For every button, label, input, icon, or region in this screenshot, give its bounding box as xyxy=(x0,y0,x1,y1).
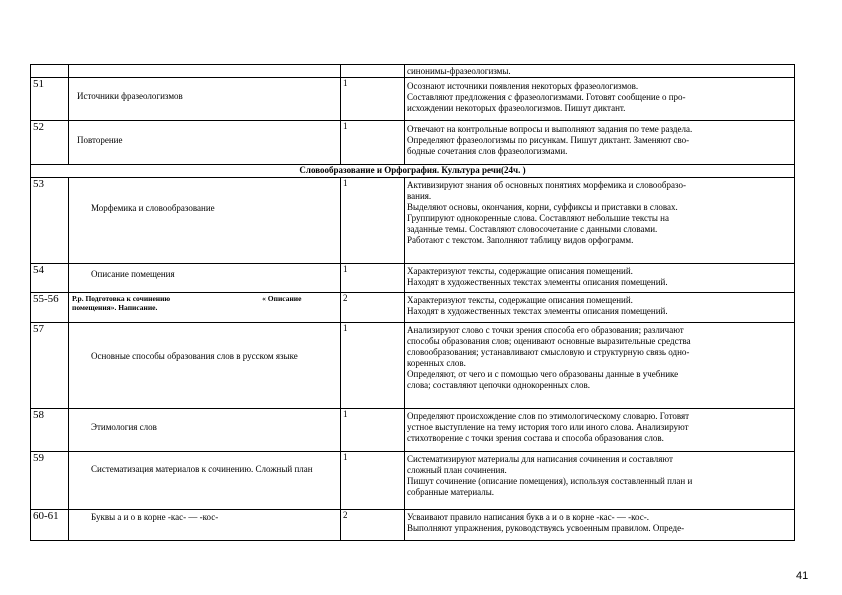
activity-line: Характеризуют тексты, содержащие описания помещений. xyxy=(407,266,633,276)
topic-text: « Описание xyxy=(262,294,302,303)
lesson-hours: 1 xyxy=(341,452,405,510)
activity-line: Анализируют слово с точки зрения способа его образования; различают xyxy=(407,325,684,335)
lesson-topic xyxy=(69,264,341,293)
lesson-activities xyxy=(405,323,795,409)
topic-text: Основные способы образования слов в русском языке xyxy=(91,351,298,361)
lesson-number: 59 xyxy=(31,452,69,510)
lesson-hours: 1 xyxy=(341,178,405,264)
activity-line: слова; составляют цепочки однокоренных слов. xyxy=(407,380,590,390)
activity-line: Находят в художественных текстах элементы описания помещений. xyxy=(407,306,668,316)
lesson-topic xyxy=(69,510,341,541)
lesson-number: 57 xyxy=(31,323,69,409)
lesson-hours: 2 xyxy=(341,510,405,541)
lesson-topic xyxy=(69,293,341,323)
activity-line: синонимы-фразеологизмы. xyxy=(407,66,511,76)
lesson-activities xyxy=(405,121,795,165)
topic-text: Описание помещения xyxy=(91,269,175,279)
activity-line: стихотворение с точки зрения состава и способа образования слов. xyxy=(407,433,664,443)
page-number: 41 xyxy=(796,570,809,582)
lesson-number: 55-56 xyxy=(31,293,69,323)
table-row xyxy=(31,178,795,264)
activity-line: Систематизируют материалы для написания сочинения и составляют xyxy=(407,454,673,464)
topic-text: Источники фразеологизмов xyxy=(77,91,183,101)
lesson-activities xyxy=(405,65,795,78)
activity-line: исхождении некоторых фразеологизмов. Пишут диктант. xyxy=(407,103,626,113)
lesson-topic xyxy=(69,452,341,510)
table-row xyxy=(31,121,795,165)
table-row xyxy=(31,65,795,78)
lesson-number: 51 xyxy=(31,78,69,121)
lesson-activities xyxy=(405,510,795,541)
topic-text: Этимология слов xyxy=(91,422,157,432)
lesson-hours: 1 xyxy=(341,121,405,165)
activity-line: способы образования слов; оценивают основные выразительные средства xyxy=(407,336,691,346)
lesson-number xyxy=(31,65,69,78)
lesson-number: 52 xyxy=(31,121,69,165)
lesson-activities xyxy=(405,78,795,121)
activity-line: устное выступление на тему история того или иного слова. Анализируют xyxy=(407,422,689,432)
lesson-topic xyxy=(69,323,341,409)
lesson-activities xyxy=(405,293,795,323)
lesson-hours: 1 xyxy=(341,264,405,293)
activity-line: Находят в художественных текстах элементы описания помещений. xyxy=(407,277,668,287)
topic-text: Систематизация материалов к сочинению. Сложный план xyxy=(91,464,313,474)
lesson-activities xyxy=(405,409,795,452)
lesson-hours: 1 xyxy=(341,78,405,121)
lesson-number: 60-61 xyxy=(31,510,69,541)
activity-line: Работают с текстом. Заполняют таблицу видов орфограмм. xyxy=(407,235,634,245)
topic-text: помещения». Написание. xyxy=(72,303,158,312)
activity-line: собранные материалы. xyxy=(407,487,494,497)
lesson-number: 54 xyxy=(31,264,69,293)
table-row xyxy=(31,78,795,121)
lesson-topic xyxy=(69,178,341,264)
table-row xyxy=(31,510,795,541)
activity-line: сложный план сочинения. xyxy=(407,465,507,475)
lesson-number: 53 xyxy=(31,178,69,264)
topic-text: Морфемика и словообразование xyxy=(91,203,215,213)
lesson-hours: 2 xyxy=(341,293,405,323)
activity-line: Группируют однокоренные слова. Составляют небольшие тексты на xyxy=(407,213,669,223)
activity-line: заданные темы. Составляют словосочетание с данными словами. xyxy=(407,224,658,234)
activity-line: Определяют, от чего и с помощью чего образованы данные в учебнике xyxy=(407,369,679,379)
lesson-number: 58 xyxy=(31,409,69,452)
table-row xyxy=(31,293,795,323)
activity-line: Активизируют знания об основных понятиях морфемика и словообразо- xyxy=(407,180,686,190)
lesson-activities xyxy=(405,452,795,510)
topic-text: Повторение xyxy=(77,135,123,145)
activity-line: Выполняют упражнения, руководствуясь усвоенным правилом. Опреде- xyxy=(407,523,685,533)
lesson-topic xyxy=(69,65,341,78)
lesson-plan-table xyxy=(30,64,795,541)
activity-line: коренных слов. xyxy=(407,358,466,368)
lesson-topic xyxy=(69,409,341,452)
activity-line: словообразования; устанавливают смысловую и структурную связь одно- xyxy=(407,347,690,357)
table-row xyxy=(31,264,795,293)
activity-line: Характеризуют тексты, содержащие описания помещений. xyxy=(407,295,633,305)
activity-line: Определяют фразеологизмы по рисункам. Пишут диктант. Заменяют сво- xyxy=(407,135,690,145)
lesson-topic xyxy=(69,78,341,121)
table-row xyxy=(31,452,795,510)
activity-line: Отвечают на контрольные вопросы и выполняют задания по теме раздела. xyxy=(407,124,693,134)
activity-line: Выделяют основы, окончания, корни, суффиксы и приставки в словах. xyxy=(407,202,678,212)
lesson-hours: 1 xyxy=(341,409,405,452)
topic-text: Буквы а и о в корне -кас- — -кос- xyxy=(91,512,219,522)
activity-line: Составляют предложения с фразеологизмами. Готовят сообщение о про- xyxy=(407,92,686,102)
lesson-activities xyxy=(405,264,795,293)
table-row xyxy=(31,323,795,409)
lesson-topic xyxy=(69,121,341,165)
activity-line: Осознают источники появления некоторых фразеологизмов. xyxy=(407,81,639,91)
activity-line: бодные сочетания слов фразеологизмами. xyxy=(407,146,568,156)
topic-text: Р.р. Подготовка к сочинению xyxy=(72,294,171,303)
activity-line: Пишут сочинение (описание помещения), используя составленный план и xyxy=(407,476,693,486)
lesson-hours xyxy=(341,65,405,78)
activity-line: Усваивают правило написания букв а и о в корне -кас- — -кос-. xyxy=(407,512,649,522)
table-row xyxy=(31,409,795,452)
section-title: Словообразование и Орфография. Культура речи(24ч. ) xyxy=(31,165,795,178)
activity-line: Определяют происхождение слов по этимологическому словарю. Готовят xyxy=(407,411,690,421)
lesson-activities xyxy=(405,178,795,264)
activity-line: вания. xyxy=(407,191,432,201)
section-header-row xyxy=(31,165,795,178)
lesson-hours: 1 xyxy=(341,323,405,409)
